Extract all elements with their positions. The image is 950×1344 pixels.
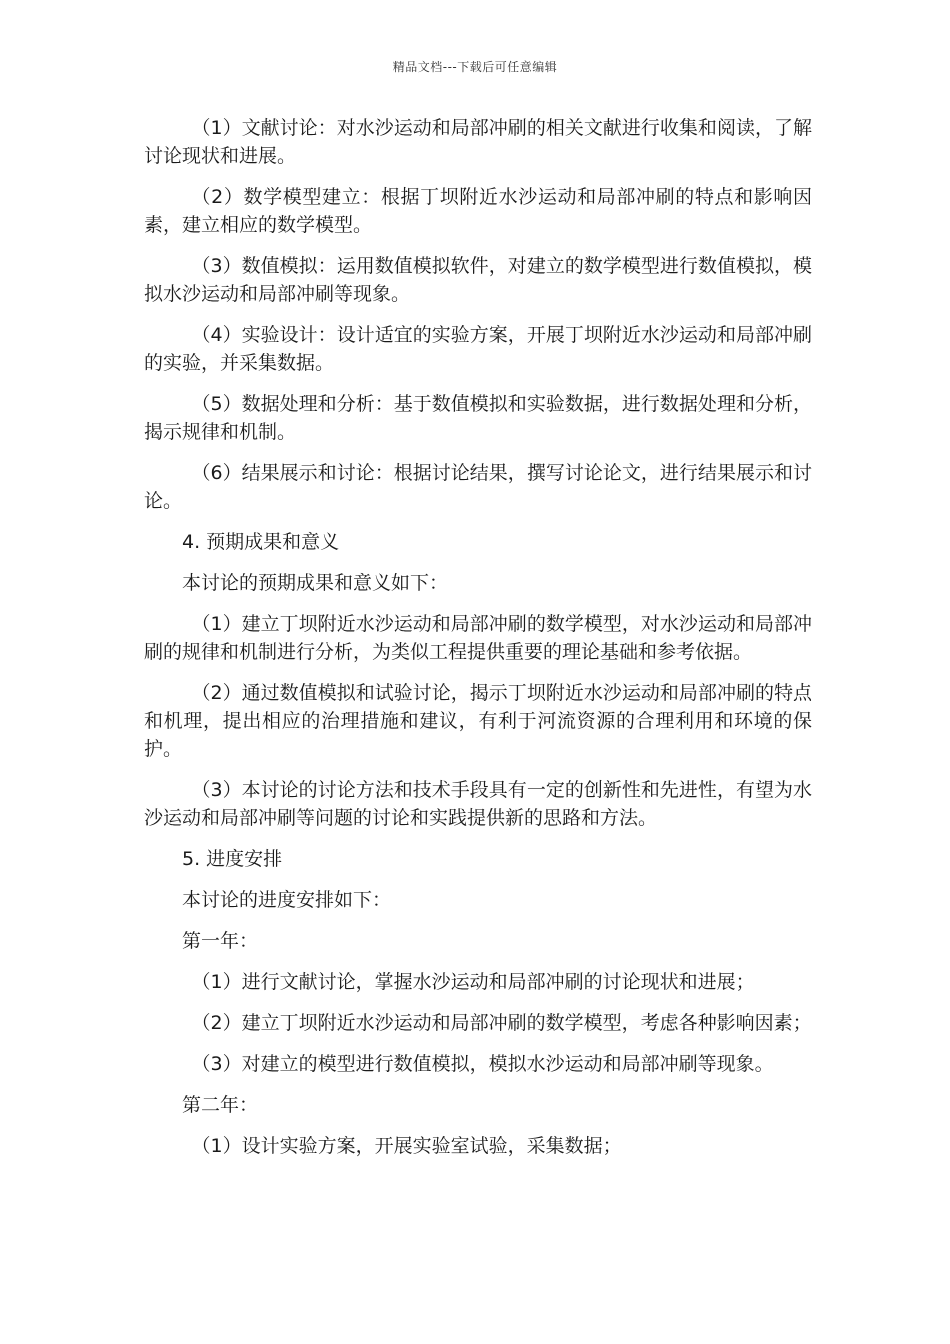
paragraph-method-1: （1）文献讨论：对水沙运动和局部冲刷的相关文献进行收集和阅读，了解讨论现状和进展。 (144, 117, 812, 167)
page-header: 精品文档---下载后可任意编辑 (392, 60, 558, 74)
paragraph-expected-1: （1）建立丁坝附近水沙运动和局部冲刷的数学模型，对水沙运动和局部冲刷的规律和机制进行分析，为类似工程提供重要的理论基础和参考依据。 (144, 613, 812, 663)
document-body (144, 114, 812, 1173)
section-heading-expected-results: 4. 预期成果和意义 (182, 531, 340, 553)
section-heading-schedule: 5. 进度安排 (182, 848, 283, 870)
schedule-year-1-label: 第一年： (182, 930, 259, 952)
paragraph-expected-intro: 本讨论的预期成果和意义如下： (182, 572, 449, 594)
paragraph-method-4: （4）实验设计：设计适宜的实验方案，开展丁坝附近水沙运动和局部冲刷的实验，并采集数据。 (144, 324, 812, 374)
paragraph-method-5: （5）数据处理和分析：基于数值模拟和实验数据，进行数据处理和分析，揭示规律和机制。 (144, 393, 812, 443)
paragraph-year2-1: （1）设计实验方案，开展实验室试验，采集数据； (191, 1135, 622, 1157)
paragraph-expected-2: （2）通过数值模拟和试验讨论，揭示丁坝附近水沙运动和局部冲刷的特点和机理，提出相应的治理措施和建议，有利于河流资源的合理利用和环境的保护。 (144, 682, 812, 760)
paragraph-method-2: （2）数学模型建立：根据丁坝附近水沙运动和局部冲刷的特点和影响因素，建立相应的数学模型。 (144, 186, 812, 236)
paragraph-method-3: （3）数值模拟：运用数值模拟软件，对建立的数学模型进行数值模拟，模拟水沙运动和局部冲刷等现象。 (144, 255, 812, 305)
paragraph-schedule-intro: 本讨论的进度安排如下： (182, 889, 392, 911)
schedule-year-2-label: 第二年： (182, 1094, 259, 1116)
paragraph-year1-3: （3）对建立的模型进行数值模拟，模拟水沙运动和局部冲刷等现象。 (191, 1053, 774, 1075)
paragraph-year1-2: （2）建立丁坝附近水沙运动和局部冲刷的数学模型，考虑各种影响因素； (191, 1012, 812, 1034)
paragraph-expected-3: （3）本讨论的讨论方法和技术手段具有一定的创新性和先进性，有望为水沙运动和局部冲刷等问题的讨论和实践提供新的思路和方法。 (144, 779, 812, 829)
paragraph-method-6: （6）结果展示和讨论：根据讨论结果，撰写讨论论文，进行结果展示和讨论。 (144, 462, 812, 512)
paragraph-year1-1: （1）进行文献讨论，掌握水沙运动和局部冲刷的讨论现状和进展； (191, 971, 755, 993)
